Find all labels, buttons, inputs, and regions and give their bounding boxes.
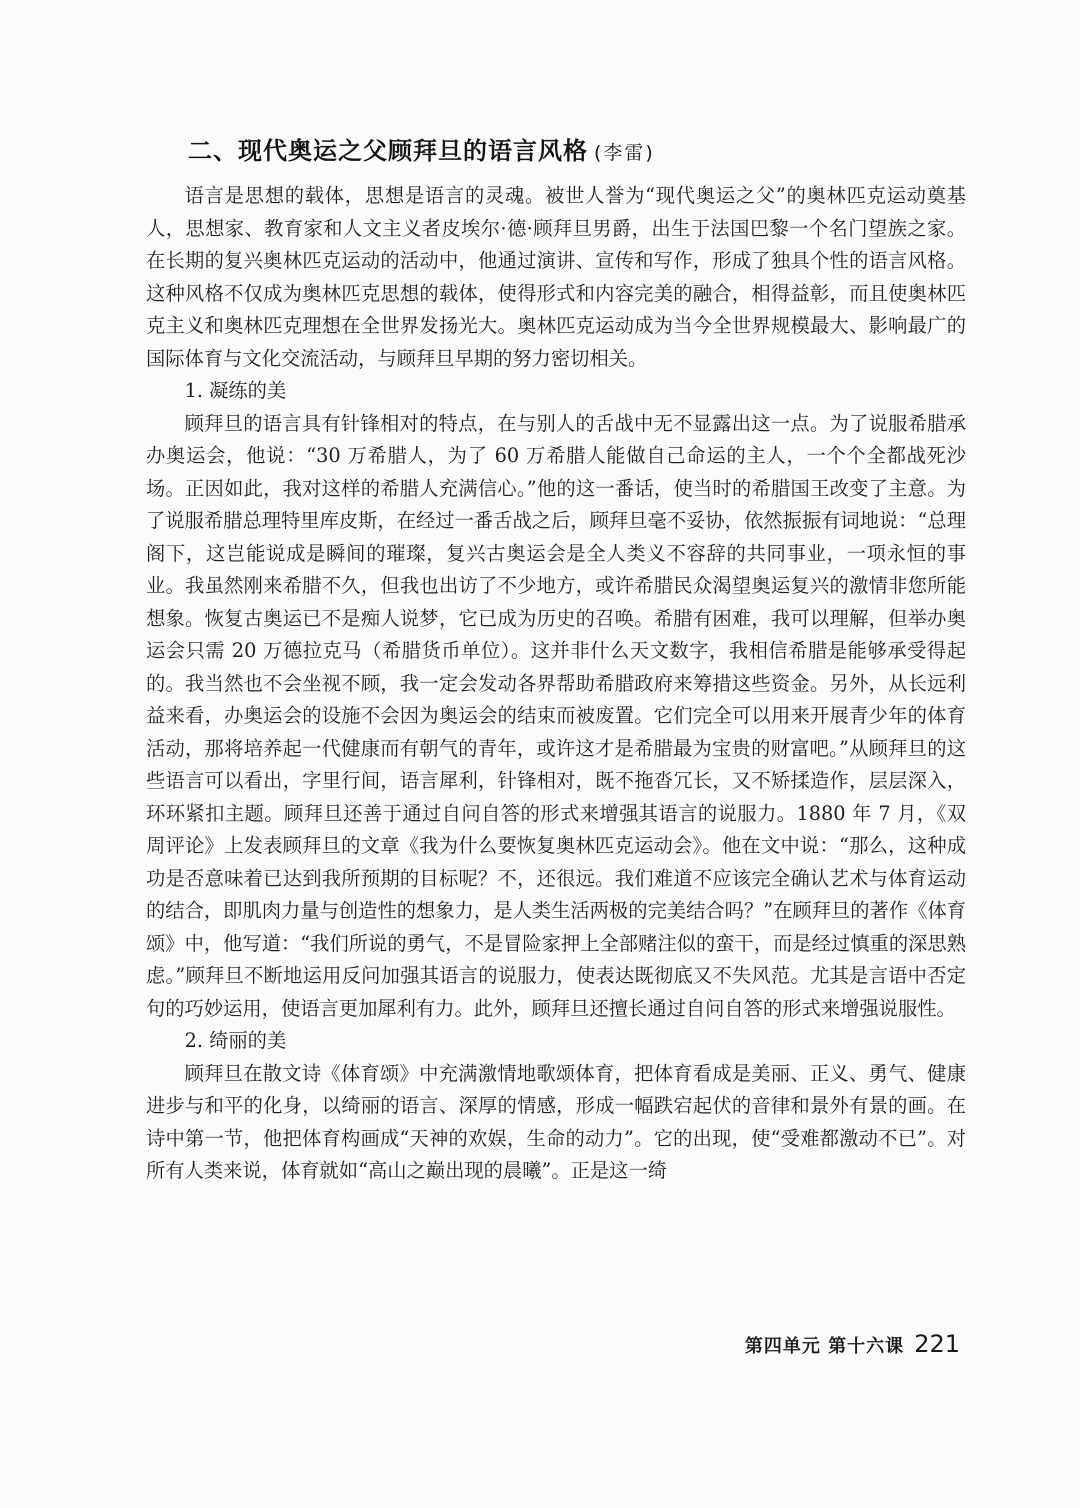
paragraph-concise: 顾拜旦的语言具有针锋相对的特点，在与别人的舌战中无不显露出这一点。为了说服希腊承办奥运会，他说：“30 万希腊人，为了 60 万希腊人能做自己命运的主人，一个个全都战死沙场。正因如此，我对这样的希腊人充满信心。”他的这一番话，使当时的希腊国王改变了主意。为了说服希腊总理特里库皮斯，在经过一番舌战之后，顾拜旦毫不妥协，依然振振有词地说：“总理阁下，这岂能说成是瞬间的璀璨，复兴古奥运会是全人类义不容辞的共同事业，一项永恒的事业。我虽然刚来希腊不久，但我也出访了不少地方，或许希腊民众渴望奥运复兴的激情非您所能想象。恢复古奥运已不是痴人说梦，它已成为历史的召唤。希腊有困难，我可以理解，但举办奥运会只需 20 万德拉克马（希腊货币单位）。这并非什么天文数字，我相信希腊是能够承受得起的。我当然也不会坐视不顾，我一定会发动各界帮助希腊政府来筹措这些资金。另外，从长远利益来看，办奥运会的设施不会因为奥运会的结束而被废置。它们完全可以用来开展青少年的体育活动，那将培养起一代健康而有朝气的青年，或许这才是希腊最为宝贵的财富吧。”从顾拜旦的这些语言可以看出，字里行间，语言犀利，针锋相对，既不拖沓冗长，又不矫揉造作，层层深入，环环紧扣主题。顾拜旦还善于通过自问自答的形式来增强其语言的说服力。1880 年 7 月，《双周评论》上发表顾拜旦的文章《我为什么要恢复奥林匹克运动会》。他在文中说：“那么，这种成功是否意味着已达到我所预期的目标呢？不，还很远。我们难道不应该完全确认艺术与体育运动的结合，即肌肉力量与创造性的想象力，是人类生活两极的完美结合吗？”在顾拜旦的著作《体育颂》中，他写道：“我们所说的勇气，不是冒险家押上全部赌注似的蛮干，而是经过慎重的深思熟虑。”顾拜旦不断地运用反问加强其语言的说服力，使表达既彻底又不失风范。尤其是言语中否定句的巧妙运用，使语言更加犀利有力。此外，顾拜旦还擅长通过自问自答的形式来增强说服性。	[146, 411, 966, 1020]
paragraph-ornate: 顾拜旦在散文诗《体育颂》中充满激情地歌颂体育，把体育看成是美丽、正义、勇气、健康进步与和平的化身，以绮丽的语言、深厚的情感，形成一幅跌宕起伏的音律和景外有景的画。在诗中第一节，他把体育构画成“天神的欢娱，生命的动力”。它的出现，使“受难都激动不已”。对所有人类来说，体育就如“高山之巅出现的晨曦”。正是这一绮	[146, 1061, 966, 1182]
page-number: 221	[914, 1330, 960, 1358]
page-footer	[745, 1326, 960, 1365]
subheading-concise: 1. 凝练的美	[184, 379, 287, 402]
page-body	[146, 128, 966, 1188]
subheading-ornate: 2. 绮丽的美	[184, 1029, 287, 1052]
paragraph-intro: 语言是思想的载体，思想是语言的灵魂。被世人誉为“现代奥运之父”的奥林匹克运动奠基人，思想家、教育家和人文主义者皮埃尔·德·顾拜旦男爵，出生于法国巴黎一个名门望族之家。在长期的复兴奥林匹克运动的活动中，他通过演讲、宣传和写作，形成了独具个性的语言风格。这种风格不仅成为奥林匹克思想的载体，使得形式和内容完美的融合，相得益彰，而且使奥林匹克主义和奥林匹克理想在全世界发扬光大。奥林匹克运动成为当今全世界规模最大、影响最广的国际体育与文化交流活动，与顾拜旦早期的努力密切相关。	[146, 184, 966, 370]
section-author: (李雷)	[594, 142, 655, 164]
section-title	[188, 128, 966, 176]
footer-unit-lesson: 第四单元 第十六课	[744, 1336, 905, 1357]
section-title-text: 二、现代奥运之父顾拜旦的语言风格	[188, 137, 588, 165]
